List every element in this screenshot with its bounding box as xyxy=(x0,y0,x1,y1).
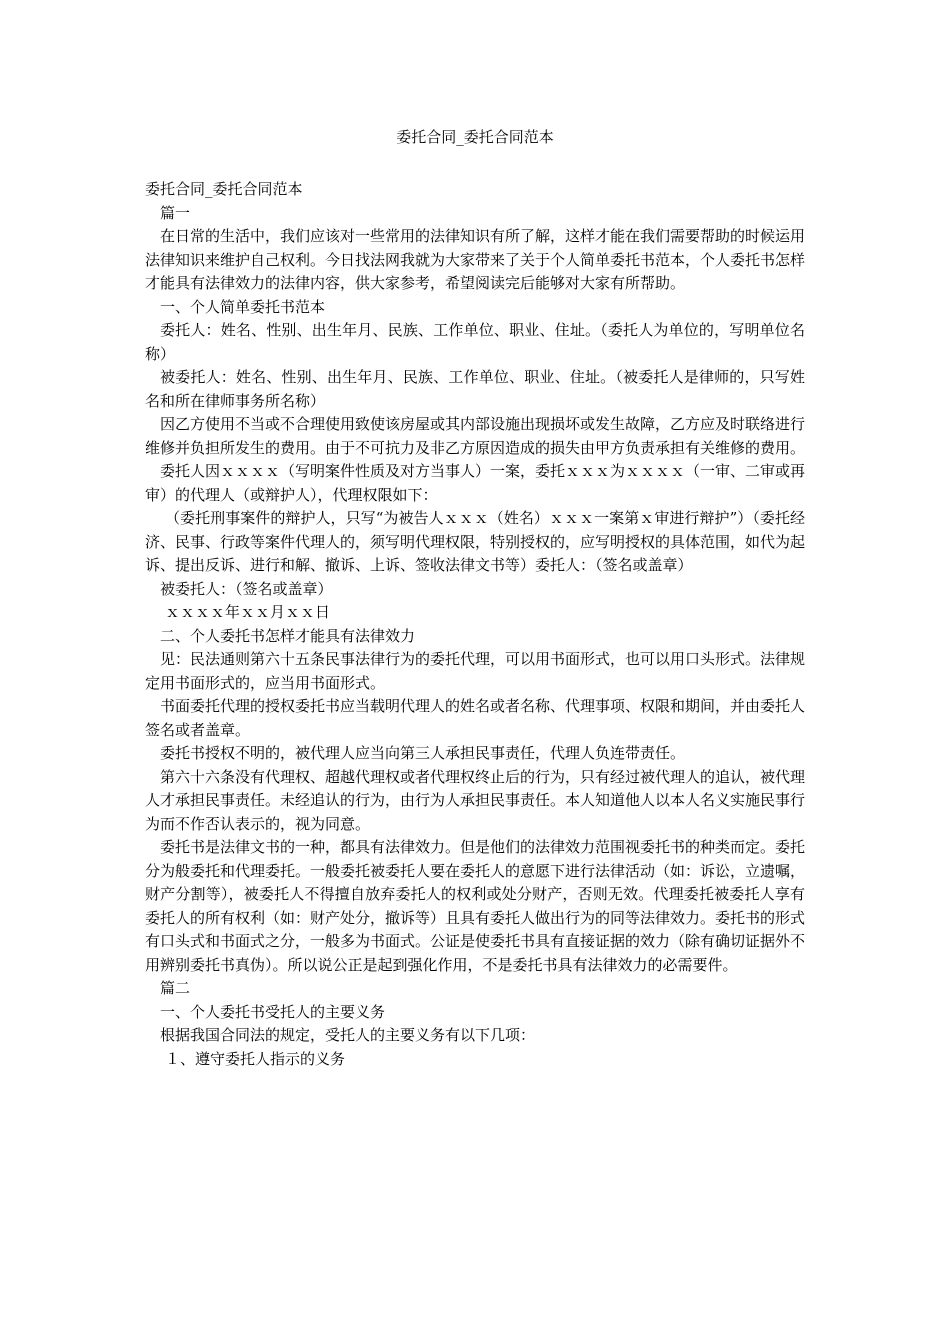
paragraph: 篇二 xyxy=(160,979,191,997)
paragraph: 被委托人：姓名、性别、出生年月、民族、工作单位、职业、住址。（被委托人是律师的，只写姓名和所在律师事务所名称） xyxy=(145,368,805,410)
paragraph: 委托书授权不明的，被代理人应当向第三人承担民事责任，代理人负连带责任。 xyxy=(160,744,686,762)
paragraph: 一、个人简单委托书范本 xyxy=(160,297,326,316)
paragraph: １、遵守委托人指示的义务 xyxy=(165,1049,346,1068)
paragraph: 二、个人委托书怎样才能具有法律效力 xyxy=(160,626,416,645)
paragraph: 委托合同_委托合同范本 xyxy=(145,180,303,198)
paragraph: 委托人：姓名、性别、出生年月、民族、工作单位、职业、住址。（委托人为单位的，写明单位名称） xyxy=(145,321,805,363)
paragraph: 在日常的生活中，我们应该对一些常用的法律知识有所了解，这样才能在我们需要帮助的时候运用法律知识来维护自己权利。今日找法网我就为大家带来了关于个人简单委托书范本，个人委托书怎样才能具有法律效力的法律内容，供大家参考，希望阅读完后能够对大家有所帮助。 xyxy=(145,227,806,292)
paragraph: 书面委托代理的授权委托书应当载明代理人的姓名或者名称、代理事项、权限和期间，并由委托人签名或者盖章。 xyxy=(145,697,806,739)
paragraph: 根据我国合同法的规定，受托人的主要义务有以下几项： xyxy=(160,1026,536,1044)
paragraph: 第六十六条没有代理权、超越代理权或者代理权终止后的行为，只有经过被代理人的追认，被代理人才承担民事责任。未经追认的行为，由行为人承担民事责任。本人知道他人以本人名义实施民事行为而不作否认表示的，视为同意。 xyxy=(145,767,806,833)
paragraph: 篇一 xyxy=(160,203,191,222)
paragraph: 一、个人委托书受托人的主要义务 xyxy=(160,1002,386,1021)
paragraph: 因乙方使用不当或不合理使用致使该房屋或其内部设施出现损坏或发生故障，乙方应及时联络进行维修并负担所发生的费用。由于不可抗力及非乙方原因造成的损失由甲方负责承担有关维修的费用。 xyxy=(145,415,806,457)
paragraph: 委托人因ｘｘｘｘ（写明案件性质及对方当事人）一案，委托ｘｘｘ为ｘｘｘｘ（一审、二审或再审）的代理人（或辩护人），代理权限如下： xyxy=(145,462,806,504)
paragraph: （委托刑事案件的辩护人，只写“为被告人ｘｘｘ（姓名）ｘｘｘ一案第ｘ审进行辩护”）（委托经济、民事、行政等案件代理人的，须写明代理权限，特别授权的，应写明授权的具体范围，如代为起诉、提出反诉、进行和解、撤诉、上诉、签收法律文书等）委托人：（签名或盖章） xyxy=(145,509,806,574)
paragraph: 被委托人：（签名或盖章） xyxy=(160,579,333,598)
paragraph: 见：民法通则第六十五条民事法律行为的委托代理，可以用书面形式，也可以用口头形式。法律规定用书面形式的，应当用书面形式。 xyxy=(145,650,806,692)
document-title: 委托合同_委托合同范本 xyxy=(396,128,554,146)
paragraph: 委托书是法律文书的一种，都具有法律效力。但是他们的法律效力范围视委托书的种类而定。委托分为般委托和代理委托。一般委托被委托人要在委托人的意愿下进行法律活动（如：诉讼，立遗嘱，财产分割等），被委托人不得擅自放弃委托人的权利或处分财产，否则无效。代理委托被委托人享有委托人的所有权利（如：财产处分，撤诉等）且具有委托人做出行为的同等法律效力。委托书的形式有口头式和书面式之分，一般多为书面式。公证是使委托书具有直接证据的效力（除有确切证据外不用辨别委托书真伪）。所以说公正是起到强化作用，不是委托书具有法律效力的必需要件。 xyxy=(145,838,806,974)
paragraph: ｘｘｘｘ年ｘｘ月ｘｘ日 xyxy=(165,603,331,621)
document-body xyxy=(145,178,805,1071)
